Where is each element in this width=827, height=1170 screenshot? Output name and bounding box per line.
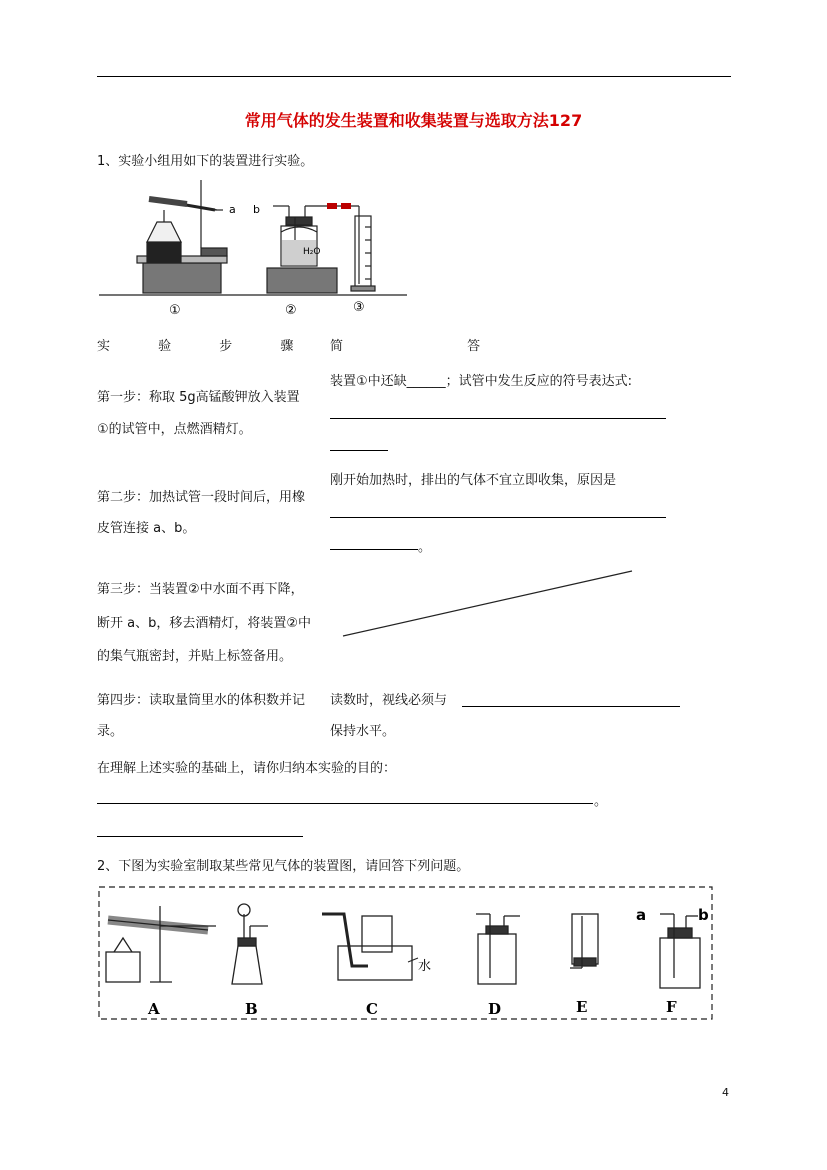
answer1-line1: 装置①中还缺______；试管中发生反应的符号表达式: — [330, 374, 633, 389]
step3-line3: 的集气瓶密封，并贴上标签备用。 — [97, 649, 293, 664]
q2-f-label-b: b — [698, 906, 709, 924]
answer3-strikeout-line — [340, 568, 636, 640]
header-steps: 实 验 步 骤 — [97, 339, 316, 354]
step4-line1: 第四步：读取量筒里水的体积数并记 — [97, 693, 306, 708]
question-2-intro: 2、下图为实验室制取某些常见气体的装置图，请回答下列问题。 — [97, 859, 470, 874]
step2-line2: 皮管连接 a、b。 — [97, 521, 196, 536]
answer2-blank1 — [330, 517, 666, 518]
step1-line2: ①的试管中，点燃酒精灯。 — [97, 422, 252, 437]
summary-prompt: 在理解上述实验的基础上，请你归纳本实验的目的： — [97, 761, 397, 776]
answer4-line1: 读数时，视线必须与 — [330, 693, 448, 708]
step3-line2: 断开 a、b，移去酒精灯，将装置②中 — [97, 616, 312, 631]
label-b: b — [253, 203, 260, 216]
header-answer: 简 答 — [330, 339, 541, 354]
answer4-blank — [462, 706, 680, 707]
q2-f-label-a: a — [636, 906, 647, 924]
step3-line1: 第三步：当装置②中水面不再下降， — [97, 582, 304, 597]
q2-label-B: B — [245, 1000, 258, 1018]
answer1-blank1 — [330, 418, 666, 419]
answer2-line1: 刚开始加热时，排出的气体不宜立即收集，原因是 — [330, 473, 617, 488]
q1-apparatus-figure — [97, 172, 409, 318]
step2-line1: 第二步：加热试管一段时间后，用橡 — [97, 490, 306, 505]
q2-label-F: F — [666, 998, 677, 1016]
summary-blank2 — [97, 836, 303, 837]
label-water: H₂O — [303, 247, 321, 257]
answer2-end: 。 — [418, 540, 432, 555]
page-number: 4 — [722, 1086, 729, 1099]
label-2: ② — [285, 303, 297, 318]
answer1-blank2 — [330, 450, 388, 451]
q2-label-D: D — [488, 1000, 502, 1018]
header-rule — [97, 76, 731, 77]
label-a: a — [229, 203, 236, 216]
label-3: ③ — [353, 300, 365, 315]
summary-blank1 — [97, 803, 593, 804]
q2-apparatus-figure — [98, 886, 714, 1022]
step4-line2: 录。 — [97, 724, 124, 739]
q2-label-E: E — [576, 998, 588, 1016]
page-title: 常用气体的发生装置和收集装置与选取方法127 — [244, 111, 583, 130]
question-1-intro: 1、实验小组用如下的装置进行实验。 — [97, 154, 314, 169]
label-1: ① — [169, 303, 181, 318]
step1-line1: 第一步：称取 5g高锰酸钾放入装置 — [97, 390, 300, 405]
q2-water-label: 水 — [418, 959, 432, 974]
answer4-line2: 保持水平。 — [330, 724, 396, 739]
q2-label-A: A — [148, 1000, 160, 1018]
summary-end: 。 — [594, 794, 608, 809]
q2-label-C: C — [366, 1000, 378, 1018]
answer2-blank2 — [330, 549, 418, 550]
